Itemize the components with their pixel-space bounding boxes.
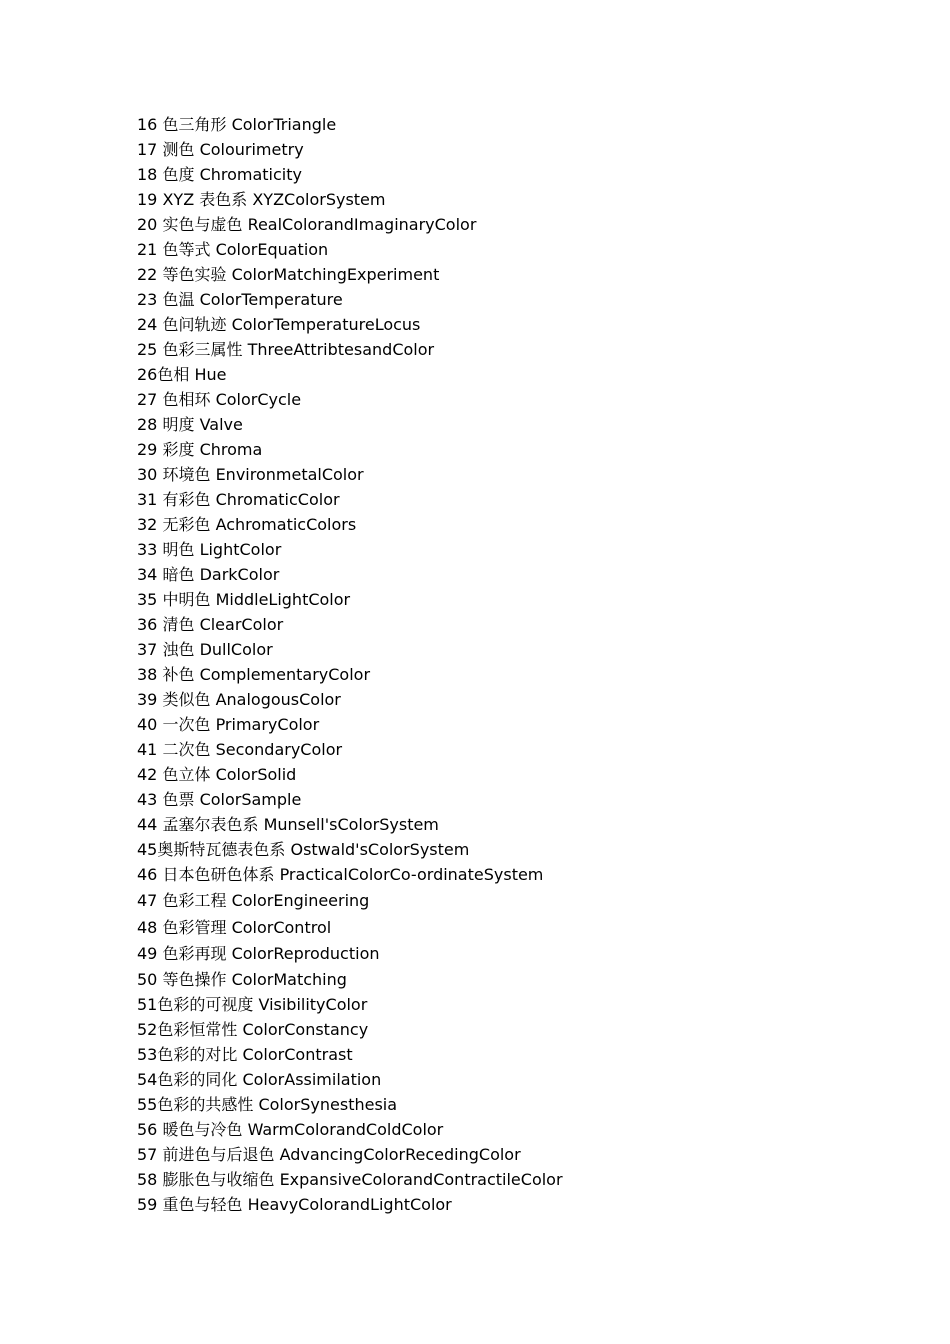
term-chinese: 明度 bbox=[162, 415, 195, 434]
term-number: 58 bbox=[137, 1170, 158, 1190]
term-number: 37 bbox=[137, 640, 158, 659]
term-item bbox=[137, 362, 563, 387]
term-item bbox=[137, 915, 563, 941]
term-number: 49 bbox=[137, 943, 158, 963]
term-item bbox=[137, 1142, 563, 1167]
term-item bbox=[137, 1167, 563, 1192]
term-item bbox=[137, 812, 563, 837]
term-item bbox=[137, 137, 563, 162]
term-number: 30 bbox=[137, 465, 158, 484]
term-item bbox=[137, 187, 563, 212]
term-chinese: 有彩色 bbox=[162, 490, 211, 509]
term-chinese: 测色 bbox=[162, 140, 195, 159]
term-english: ColorEquation bbox=[215, 240, 329, 259]
term-item bbox=[137, 162, 563, 187]
term-english: DarkColor bbox=[199, 565, 280, 584]
term-item bbox=[137, 237, 563, 262]
term-number: 39 bbox=[137, 690, 158, 709]
term-chinese: 补色 bbox=[162, 665, 195, 684]
term-chinese: 色彩恒常性 bbox=[157, 1020, 238, 1040]
term-item bbox=[137, 1067, 563, 1092]
term-item bbox=[137, 737, 563, 762]
term-number: 45 bbox=[137, 840, 158, 859]
term-chinese: 色温 bbox=[162, 290, 195, 309]
term-english: ColorCycle bbox=[215, 390, 302, 409]
term-number: 56 bbox=[137, 1120, 158, 1140]
term-english: DullColor bbox=[199, 640, 273, 659]
term-chinese: XYZ 表色系 bbox=[162, 190, 248, 209]
term-number: 52 bbox=[137, 1020, 158, 1040]
term-chinese: 明色 bbox=[162, 540, 195, 559]
term-item bbox=[137, 487, 563, 512]
term-english: Colourimetry bbox=[199, 140, 304, 159]
term-english: AnalogousColor bbox=[215, 690, 341, 709]
term-chinese: 色彩的可视度 bbox=[157, 995, 254, 1015]
term-chinese: 色相环 bbox=[162, 390, 211, 409]
term-english: ColorMatchingExperiment bbox=[231, 265, 440, 284]
term-number: 59 bbox=[137, 1195, 158, 1215]
term-chinese: 无彩色 bbox=[162, 515, 211, 534]
term-item bbox=[137, 787, 563, 812]
term-item bbox=[137, 412, 563, 437]
term-chinese: 前进色与后退色 bbox=[162, 1145, 275, 1165]
term-chinese: 日本色研色体系 bbox=[162, 865, 275, 884]
term-number: 31 bbox=[137, 490, 158, 509]
term-english: HeavyColorandLightColor bbox=[247, 1195, 452, 1215]
term-number: 35 bbox=[137, 590, 158, 609]
term-chinese: 实色与虚色 bbox=[162, 215, 243, 234]
term-chinese: 色彩三属性 bbox=[162, 340, 243, 359]
term-english: ColorTemperatureLocus bbox=[231, 315, 421, 334]
term-english: ColorReproduction bbox=[231, 943, 380, 963]
term-english: Ostwald'sColorSystem bbox=[290, 840, 470, 859]
term-chinese: 色问轨迹 bbox=[162, 315, 227, 334]
term-number: 44 bbox=[137, 815, 158, 834]
term-chinese: 类似色 bbox=[162, 690, 211, 709]
term-chinese: 等色实验 bbox=[162, 265, 227, 284]
term-english: ThreeAttribtesandColor bbox=[247, 340, 435, 359]
term-english: AchromaticColors bbox=[215, 515, 357, 534]
term-english: PrimaryColor bbox=[215, 715, 320, 734]
term-number: 50 bbox=[137, 970, 158, 990]
term-item bbox=[137, 437, 563, 462]
term-chinese: 色彩的对比 bbox=[157, 1045, 238, 1065]
term-english: Hue bbox=[194, 365, 227, 384]
term-number: 32 bbox=[137, 515, 158, 534]
term-chinese: 色彩的共感性 bbox=[157, 1095, 254, 1115]
term-english: VisibilityColor bbox=[258, 995, 368, 1015]
term-item bbox=[137, 112, 563, 137]
term-chinese: 清色 bbox=[162, 615, 195, 634]
term-english: WarmColorandColdColor bbox=[247, 1120, 444, 1140]
term-item bbox=[137, 212, 563, 237]
term-item bbox=[137, 967, 563, 992]
term-english: ColorMatching bbox=[231, 970, 347, 990]
term-english: ColorSynesthesia bbox=[258, 1095, 398, 1115]
term-chinese: 色彩管理 bbox=[162, 917, 227, 937]
term-english: XYZColorSystem bbox=[252, 190, 386, 209]
term-item bbox=[137, 1042, 563, 1067]
term-chinese: 暖色与冷色 bbox=[162, 1120, 243, 1140]
term-item bbox=[137, 762, 563, 787]
term-item bbox=[137, 992, 563, 1017]
term-number: 47 bbox=[137, 891, 158, 911]
term-number: 33 bbox=[137, 540, 158, 559]
term-number: 16 bbox=[137, 115, 158, 134]
term-chinese: 膨胀色与收缩色 bbox=[162, 1170, 275, 1190]
term-english: ChromaticColor bbox=[215, 490, 340, 509]
term-number: 18 bbox=[137, 165, 158, 184]
term-chinese: 浊色 bbox=[162, 640, 195, 659]
term-chinese: 等色操作 bbox=[162, 970, 227, 990]
term-chinese: 色彩再现 bbox=[162, 943, 227, 963]
term-number: 48 bbox=[137, 917, 158, 937]
term-chinese: 色三角形 bbox=[162, 115, 227, 134]
term-chinese: 环境色 bbox=[162, 465, 211, 484]
term-number: 34 bbox=[137, 565, 158, 584]
term-item bbox=[137, 262, 563, 287]
term-item bbox=[137, 537, 563, 562]
term-item bbox=[137, 312, 563, 337]
term-chinese: 色彩的同化 bbox=[157, 1070, 238, 1090]
term-english: ColorSample bbox=[199, 790, 302, 809]
term-english: ColorTemperature bbox=[199, 290, 343, 309]
term-number: 57 bbox=[137, 1145, 158, 1165]
term-english: Munsell'sColorSystem bbox=[263, 815, 439, 834]
term-english: ClearColor bbox=[199, 615, 284, 634]
term-item bbox=[137, 1192, 563, 1217]
term-item bbox=[137, 337, 563, 362]
term-chinese: 彩度 bbox=[162, 440, 195, 459]
term-item bbox=[137, 662, 563, 687]
term-chinese: 暗色 bbox=[162, 565, 195, 584]
term-number: 26 bbox=[137, 365, 158, 384]
term-english: Chroma bbox=[199, 440, 263, 459]
color-terms-list bbox=[137, 112, 563, 1217]
term-english: ColorEngineering bbox=[231, 891, 370, 911]
term-english: AdvancingColorRecedingColor bbox=[279, 1145, 521, 1165]
term-english: ExpansiveColorandContractileColor bbox=[279, 1170, 563, 1190]
term-chinese: 孟塞尔表色系 bbox=[162, 815, 259, 834]
term-number: 25 bbox=[137, 340, 158, 359]
term-chinese: 中明色 bbox=[162, 590, 211, 609]
term-english: ComplementaryColor bbox=[199, 665, 371, 684]
term-english: ColorTriangle bbox=[231, 115, 337, 134]
term-item bbox=[137, 287, 563, 312]
term-english: ColorConstancy bbox=[242, 1020, 369, 1040]
term-english: SecondaryColor bbox=[215, 740, 343, 759]
term-chinese: 色等式 bbox=[162, 240, 211, 259]
term-chinese: 色票 bbox=[162, 790, 195, 809]
term-number: 20 bbox=[137, 215, 158, 234]
term-number: 46 bbox=[137, 865, 158, 884]
term-chinese: 色相 bbox=[157, 365, 190, 384]
term-item bbox=[137, 512, 563, 537]
term-item bbox=[137, 862, 563, 888]
term-english: Chromaticity bbox=[199, 165, 302, 184]
term-number: 43 bbox=[137, 790, 158, 809]
term-number: 38 bbox=[137, 665, 158, 684]
term-item bbox=[137, 1017, 563, 1042]
term-item bbox=[137, 612, 563, 637]
term-chinese: 重色与轻色 bbox=[162, 1195, 243, 1215]
term-english: ColorControl bbox=[231, 917, 332, 937]
term-number: 54 bbox=[137, 1070, 158, 1090]
term-english: ColorAssimilation bbox=[242, 1070, 382, 1090]
term-number: 41 bbox=[137, 740, 158, 759]
term-english: ColorSolid bbox=[215, 765, 297, 784]
term-number: 29 bbox=[137, 440, 158, 459]
term-number: 42 bbox=[137, 765, 158, 784]
term-number: 21 bbox=[137, 240, 158, 259]
term-item bbox=[137, 888, 563, 914]
term-number: 17 bbox=[137, 140, 158, 159]
term-english: LightColor bbox=[199, 540, 282, 559]
term-number: 55 bbox=[137, 1095, 158, 1115]
term-item bbox=[137, 387, 563, 412]
term-item bbox=[137, 712, 563, 737]
term-number: 40 bbox=[137, 715, 158, 734]
term-english: EnvironmetalColor bbox=[215, 465, 364, 484]
term-item bbox=[137, 637, 563, 662]
term-number: 51 bbox=[137, 995, 158, 1015]
term-chinese: 一次色 bbox=[162, 715, 211, 734]
term-item bbox=[137, 462, 563, 487]
term-chinese: 奥斯特瓦德表色系 bbox=[157, 840, 286, 859]
term-english: Valve bbox=[199, 415, 243, 434]
term-item bbox=[137, 837, 563, 862]
term-item bbox=[137, 587, 563, 612]
term-chinese: 色彩工程 bbox=[162, 891, 227, 911]
term-item bbox=[137, 941, 563, 967]
term-chinese: 色立体 bbox=[162, 765, 211, 784]
term-chinese: 色度 bbox=[162, 165, 195, 184]
term-chinese: 二次色 bbox=[162, 740, 211, 759]
term-item bbox=[137, 1092, 563, 1117]
term-number: 28 bbox=[137, 415, 158, 434]
term-english: RealColorandImaginaryColor bbox=[247, 215, 477, 234]
term-number: 36 bbox=[137, 615, 158, 634]
term-number: 19 bbox=[137, 190, 158, 209]
term-item bbox=[137, 1117, 563, 1142]
term-item bbox=[137, 687, 563, 712]
term-number: 23 bbox=[137, 290, 158, 309]
term-english: MiddleLightColor bbox=[215, 590, 351, 609]
term-english: PracticalColorCo-ordinateSystem bbox=[279, 865, 544, 884]
term-number: 24 bbox=[137, 315, 158, 334]
term-number: 53 bbox=[137, 1045, 158, 1065]
term-number: 27 bbox=[137, 390, 158, 409]
term-number: 22 bbox=[137, 265, 158, 284]
term-english: ColorContrast bbox=[242, 1045, 353, 1065]
term-item bbox=[137, 562, 563, 587]
